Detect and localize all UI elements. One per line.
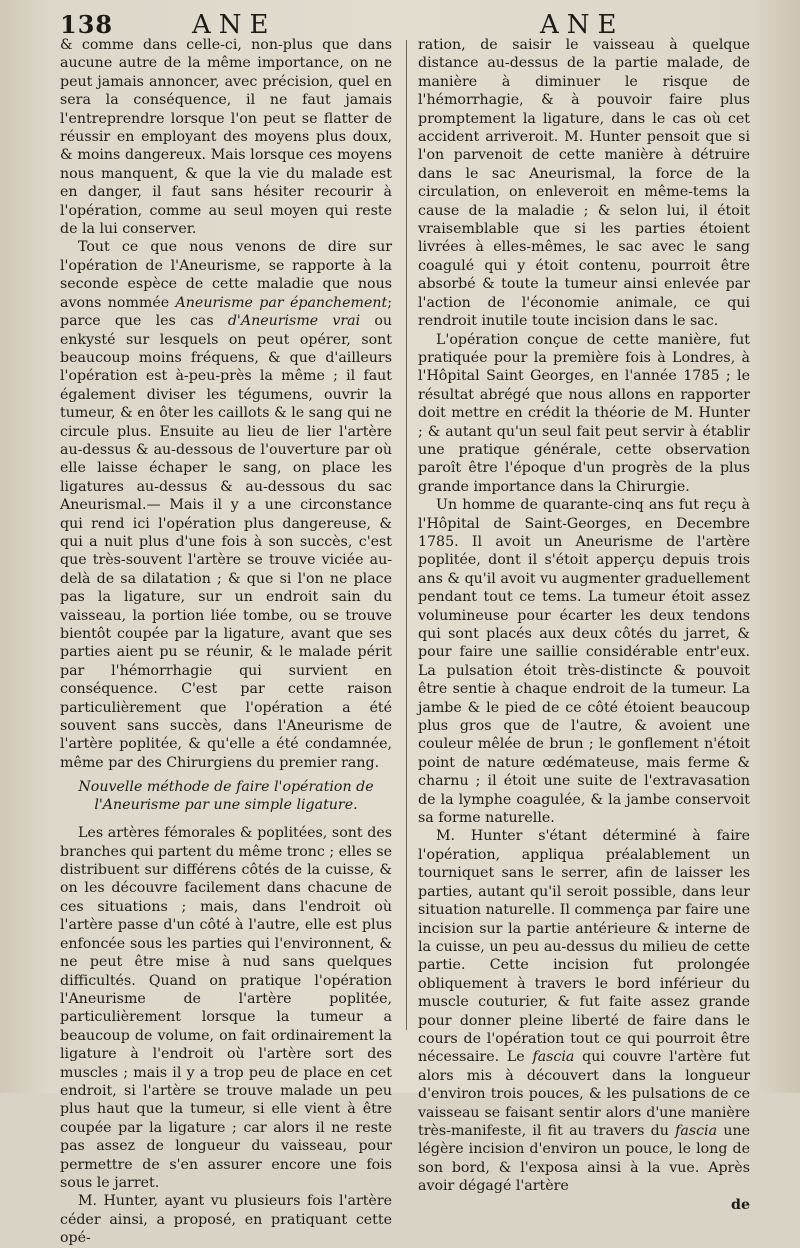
paragraph-continued: ration, de saisir le vaisseau à quelque distance au-dessus de la partie malade, de manière à diminuer le risque de l'hémorrhagie, & à pouvoir faire plus promptement la ligature, dans le cas où cet accident arriveroit. M. Hunter pensoit que si l'on parvenoit de cette manière à détruire dans le sac Aneurismal, la force de la circulation, on enleveroit en même-tems la cause de la maladie ; & selon lui, il étoit vraisemblable que si les parties étoient livrées à elles-mêmes, le sac avec le sang coagulé qui y étoit contenu, pourroit être absorbé & toute la tumeur ainsi enlevée par l'action de l'économie animale, ce qui rendroit inutile toute incision dans le sac. — [418, 37, 750, 330]
catchword: de — [731, 1196, 750, 1213]
right-column — [418, 36, 750, 1213]
page-number: 138 — [60, 10, 114, 39]
paragraph: L'opération conçue de cette manière, fut pratiquée pour la première fois à Londres, à l'Hôpital Saint Georges, en l'année 1785 ; le résultat abrégé que nous allons en rapporter doit mettre en crédit la théorie de M. Hunter ; & autant qu'un seul fait peut servir à établir une pratique générale, cette observation paroît être l'époque d'un progrès de la plus grande importance dans la Chirurgie. — [418, 331, 750, 495]
italic-term: fascia — [675, 1122, 718, 1139]
paragraph: M. Hunter, ayant vu plusieurs fois l'artère céder ainsi, a proposé, en pratiquant cette opé- — [60, 1193, 392, 1247]
running-title-left: ANE — [192, 10, 277, 40]
italic-term: Aneurisme par épanchement — [175, 294, 388, 311]
running-title-right: ANE — [540, 10, 625, 40]
left-column — [60, 36, 392, 1247]
section-heading: Nouvelle méthode de faire l'opération de l'Aneurisme par une simple ligature. — [78, 779, 374, 814]
paragraph: M. Hunter s'étant déterminé à faire l'opération, appliqua préalablement un tourniquet sans le serrer, afin de laisser les parties, autant qu'il seroit possible, dans leur situation naturelle. Il commença par faire une incision sur la partie antérieure & interne de la cuisse, un peu au-dessus du milieu de cette partie. Cette incision fut prolongée obliquement à travers le bord inférieur du muscle couturier, & fut faite assez grande pour donner pleine liberté de faire dans le cours de l'opération tout ce qui pourroit être nécessaire. Le fascia qui couvre l'artère fut alors mis à découvert dans la longueur d'environ trois pouces, & les pulsations de ce vaisseau se faisant sentir alors d'une manière très-manifeste, il fit au travers du fascia une légère incision d'environ un pouce, le long de son bord, & l'exposa ainsi à la vue. Après avoir dégagé l'artère — [418, 828, 750, 1195]
paragraph: Les artères fémorales & poplitées, sont des branches qui partent du même tronc ; elles se distribuent sur différens côtés de la cuisse, & on les découvre facilement dans chacune de ces situations ; mais, dans l'endroit où l'artère passe d'un côté à l'autre, elle est plus enfoncée sous les parties qui l'environnent, & ne peut être mise à nud sans quelques difficultés. Quand on pratique l'opération l'Aneurisme de l'artère poplitée, particulièrement lorsque la tumeur a beaucoup de volume, on fait ordinairement la ligature à l'endroit où l'artère sort des muscles ; mais il y a trop peu de place en cet endroit, si l'artère se trouve malade un peu plus haut que la tumeur, si elle vient à être coupée par la ligature ; car alors il ne reste pas assez de longueur du vaisseau, pour permettre de s'en assurer encore une fois sous le jarret. — [60, 825, 392, 1191]
paragraph-continued: & comme dans celle-ci, non-plus que dans aucune autre de la même importance, on ne peut jamais annoncer, avec précision, quel en sera la conséquence, il ne faut jamais l'entreprendre lorsque l'on peut se flatter de réussir en employant des moyens plus doux, & moins dangereux. Mais lorsque ces moyens nous manquent, & que la vie du malade est en danger, il faut sans hésiter recourir à l'opération, comme au seul moyen qui reste de la lui conserver. — [60, 37, 392, 238]
italic-term: fascia — [532, 1049, 575, 1066]
page-header — [0, 6, 800, 38]
italic-term: d'Aneurisme vrai — [227, 313, 361, 330]
paragraph: Tout ce que nous venons de dire sur l'opération de l'Aneurisme, se rapporte à la seconde espèce de cette maladie que nous avons nommée Aneurisme par épanchement; parce que les cas d'Aneurisme vrai ou enkysté sur lesquels on peut opérer, sont beaucoup moins fréquens, & que d'ailleurs l'opération est à-peu-près la même ; il faut également diviser les tégumens, ouvrir la tumeur, & en ôter les caillots & le sang qui ne circule plus. Ensuite au lieu de lier l'artère au-dessus & au-dessous de l'ouverture par où elle laisse échaper le sang, on place les ligatures au-dessus & au-dessous du sac Aneurismal.— Mais il y a une circonstance qui rend ici l'opération plus dangereuse, & qui a nuit plus d'une fois à son succès, c'est que très-souvent l'artère se trouve viciée au-delà de sa dilatation ; & que si l'on ne place pas la ligature, sur un endroit sain du vaisseau, la portion liée tombe, ou se trouve bientôt coupée par la ligature, avant que ses parties aient pu se réunir, & le malade périt par l'hémorrhagie qui survient en conséquence. C'est par cette raison particulièrement que l'opération a été souvent sans succès, dans l'Aneurisme de l'artère poplitée, & qu'elle a été condamnée, même par des Chirurgiens du premier rang. — [60, 239, 392, 771]
column-divider — [406, 40, 407, 1030]
paragraph: Un homme de quarante-cinq ans fut reçu à l'Hôpital de Saint-Georges, en Decembre 1785. Il avoit un Aneurisme de l'artère poplitée, dont il s'étoit apperçu depuis trois ans & qu'il avoit vu augmenter graduellement pendant tout ce tems. La tumeur étoit assez volumineuse pour écarter les deux tendons qui sont placés aux deux côtés du jarret, & pour faire une saillie considérable entr'eux. La pulsation étoit très-distincte & pouvoit être sentie à chaque endroit de la tumeur. La jambe & le pied de ce côté étoient beaucoup plus gros que de l'autre, & avoient une couleur mêlée de brun ; le gonflement n'étoit point de nature œdémateuse, mais ferme & charnu ; il étoit une suite de l'extravasation de la lymphe coagulée, & la jambe conservoit sa forme naturelle. — [418, 497, 750, 827]
